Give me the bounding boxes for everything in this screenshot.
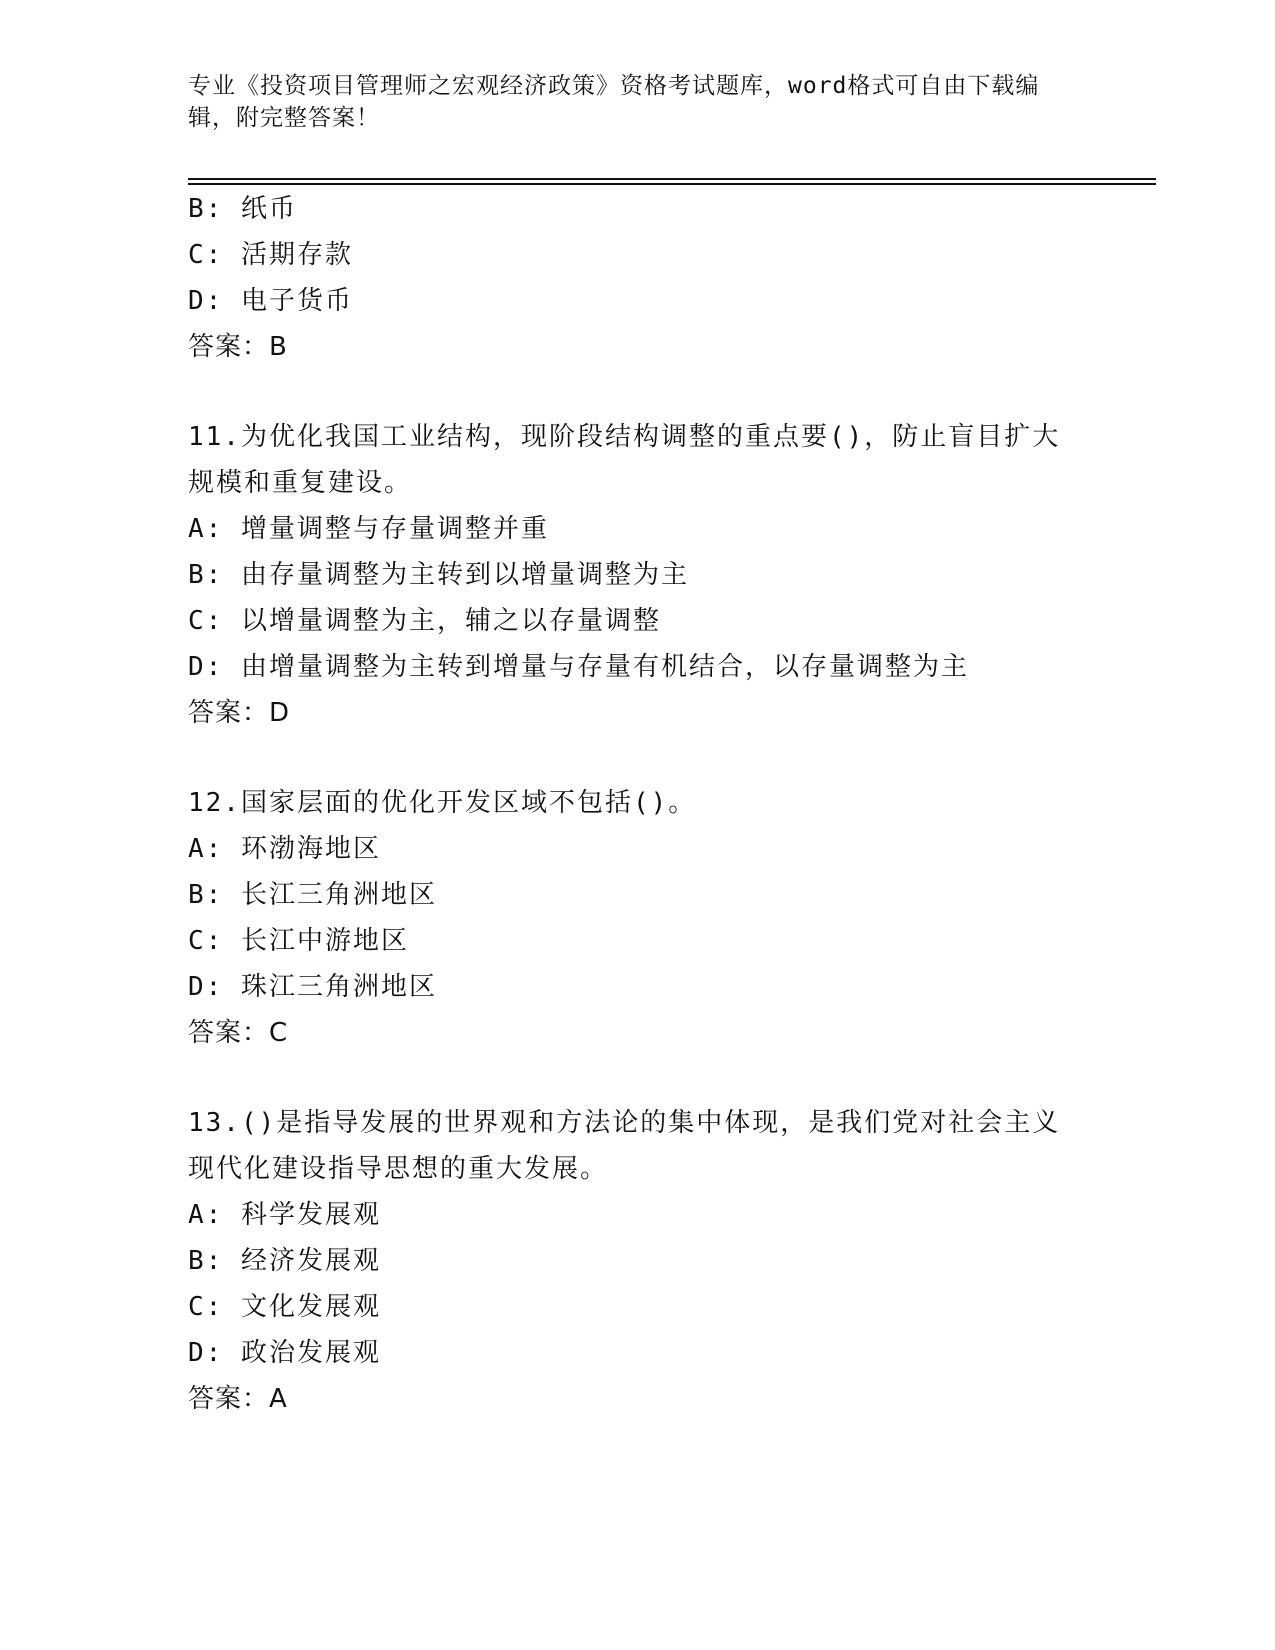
- option-a: A: 科学发展观: [188, 1200, 381, 1230]
- question-text-line-1: 12.国家层面的优化开发区域不包括()。: [188, 788, 697, 818]
- question-list: [188, 186, 1088, 1422]
- answer-line: 答案：C: [188, 1018, 289, 1048]
- header-divider-top: [188, 178, 1156, 180]
- answer-line: 答案：A: [188, 1384, 288, 1414]
- question-text-line-2: 规模和重复建设。: [188, 468, 413, 498]
- header-text: 专业《投资项目管理师之宏观经济政策》资格考试题库，word格式可自由下载编辑，附完整答案！: [188, 73, 1040, 131]
- option-c: C: 文化发展观: [188, 1292, 381, 1322]
- option-b: B: 由存量调整为主转到以增量调整为主: [188, 560, 689, 590]
- question-text-line-1: 13.()是指导发展的世界观和方法论的集中体现，是我们党对社会主义: [188, 1108, 1061, 1138]
- question-text-line-2: 现代化建设指导思想的重大发展。: [188, 1154, 609, 1184]
- question-text: [188, 414, 1068, 506]
- answer-line: 答案：D: [188, 698, 291, 728]
- option-a: A: 增量调整与存量调整并重: [188, 514, 549, 544]
- option-b: B: 纸币: [188, 194, 297, 224]
- document-header: [188, 70, 1068, 134]
- option-d: D: 由增量调整为主转到增量与存量有机结合，以存量调整为主: [188, 652, 969, 682]
- option-b: B: 经济发展观: [188, 1246, 381, 1276]
- question-13: [188, 1100, 1088, 1422]
- option-c: C: 长江中游地区: [188, 926, 409, 956]
- question-12: [188, 780, 1088, 1056]
- question-text-line-1: 11.为优化我国工业结构，现阶段结构调整的重点要()，防止盲目扩大: [188, 422, 1061, 452]
- previous-question-block: [188, 186, 1088, 370]
- option-d: D: 政治发展观: [188, 1338, 381, 1368]
- option-d: D: 电子货币: [188, 286, 353, 316]
- option-d: D: 珠江三角洲地区: [188, 972, 437, 1002]
- question-11: [188, 414, 1088, 736]
- header-divider-bottom: [188, 183, 1156, 185]
- question-text: [188, 1100, 1068, 1192]
- option-c: C: 活期存款: [188, 240, 353, 270]
- option-b: B: 长江三角洲地区: [188, 880, 437, 910]
- option-a: A: 环渤海地区: [188, 834, 381, 864]
- question-text: [188, 780, 1068, 826]
- option-c: C: 以增量调整为主，辅之以存量调整: [188, 606, 661, 636]
- answer-line: 答案：B: [188, 332, 288, 362]
